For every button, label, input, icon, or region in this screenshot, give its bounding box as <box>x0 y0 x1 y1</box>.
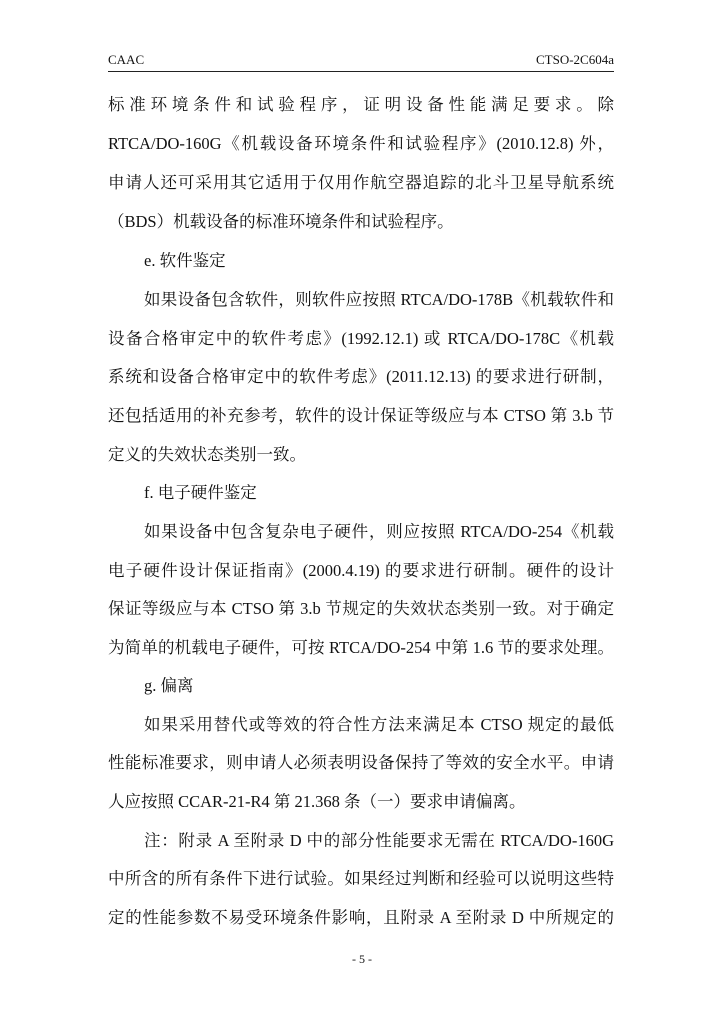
text-line: 设备合格审定中的软件考虑》(1992.12.1) 或 RTCA/DO-178C《机载 <box>108 329 614 348</box>
text-line: 如果采用替代或等效的符合性方法来满足本 CTSO 规定的最低 <box>144 715 614 734</box>
text-line: RTCA/DO-160G《机载设备环境条件和试验程序》(2010.12.8) 外， <box>108 134 614 153</box>
header-right: CTSO-2C604a <box>536 52 614 67</box>
note-line: 中所含的所有条件下进行试验。如果经过判断和经验可以说明这些特 <box>108 869 614 888</box>
text-line: 标准环境条件和试验程序，证明设备性能满足要求。除 <box>108 95 614 114</box>
text-line: 还包括适用的补充参考，软件的设计保证等级应与本 CTSO 第 3.b 节 <box>108 406 614 425</box>
text-line: 申请人还可采用其它适用于仅用作航空器追踪的北斗卫星导航系统 <box>108 173 614 192</box>
text-line: 为简单的机载电子硬件，可按 RTCA/DO-254 中第 1.6 节的要求处理。 <box>108 638 614 657</box>
text-line: 如果设备包含软件，则软件应按照 RTCA/DO-178B《机载软件和 <box>144 290 614 309</box>
text-line: 性能标准要求，则申请人必须表明设备保持了等效的安全水平。申请 <box>108 753 614 772</box>
text-line: 人应按照 CCAR-21-R4 第 21.368 条（一）要求申请偏离。 <box>108 792 526 811</box>
text-line: 如果设备中包含复杂电子硬件，则应按照 RTCA/DO-254《机载 <box>144 522 614 541</box>
note-line: 注：附录 A 至附录 D 中的部分性能要求无需在 RTCA/DO-160G <box>144 831 614 850</box>
text-line: （BDS）机载设备的标准环境条件和试验程序。 <box>108 212 454 231</box>
note-line: 定的性能参数不易受环境条件影响，且附录 A 至附录 D 中所规定的 <box>108 908 614 927</box>
header-rule <box>108 71 614 72</box>
page-header <box>108 52 614 70</box>
text-line: 保证等级应与本 CTSO 第 3.b 节规定的失效状态类别一致。对于确定 <box>108 599 614 618</box>
section-heading: e. 软件鉴定 <box>144 251 226 270</box>
section-heading: f. 电子硬件鉴定 <box>144 483 257 502</box>
text-line: 定义的失效状态类别一致。 <box>108 445 306 464</box>
header-left: CAAC <box>108 52 145 67</box>
section-heading: g. 偏离 <box>144 676 194 695</box>
text-line: 电子硬件设计保证指南》(2000.4.19) 的要求进行研制。硬件的设计 <box>108 561 614 580</box>
text-line: 系统和设备合格审定中的软件考虑》(2011.12.13) 的要求进行研制， <box>108 367 614 386</box>
page-number: - 5 - <box>352 952 372 966</box>
